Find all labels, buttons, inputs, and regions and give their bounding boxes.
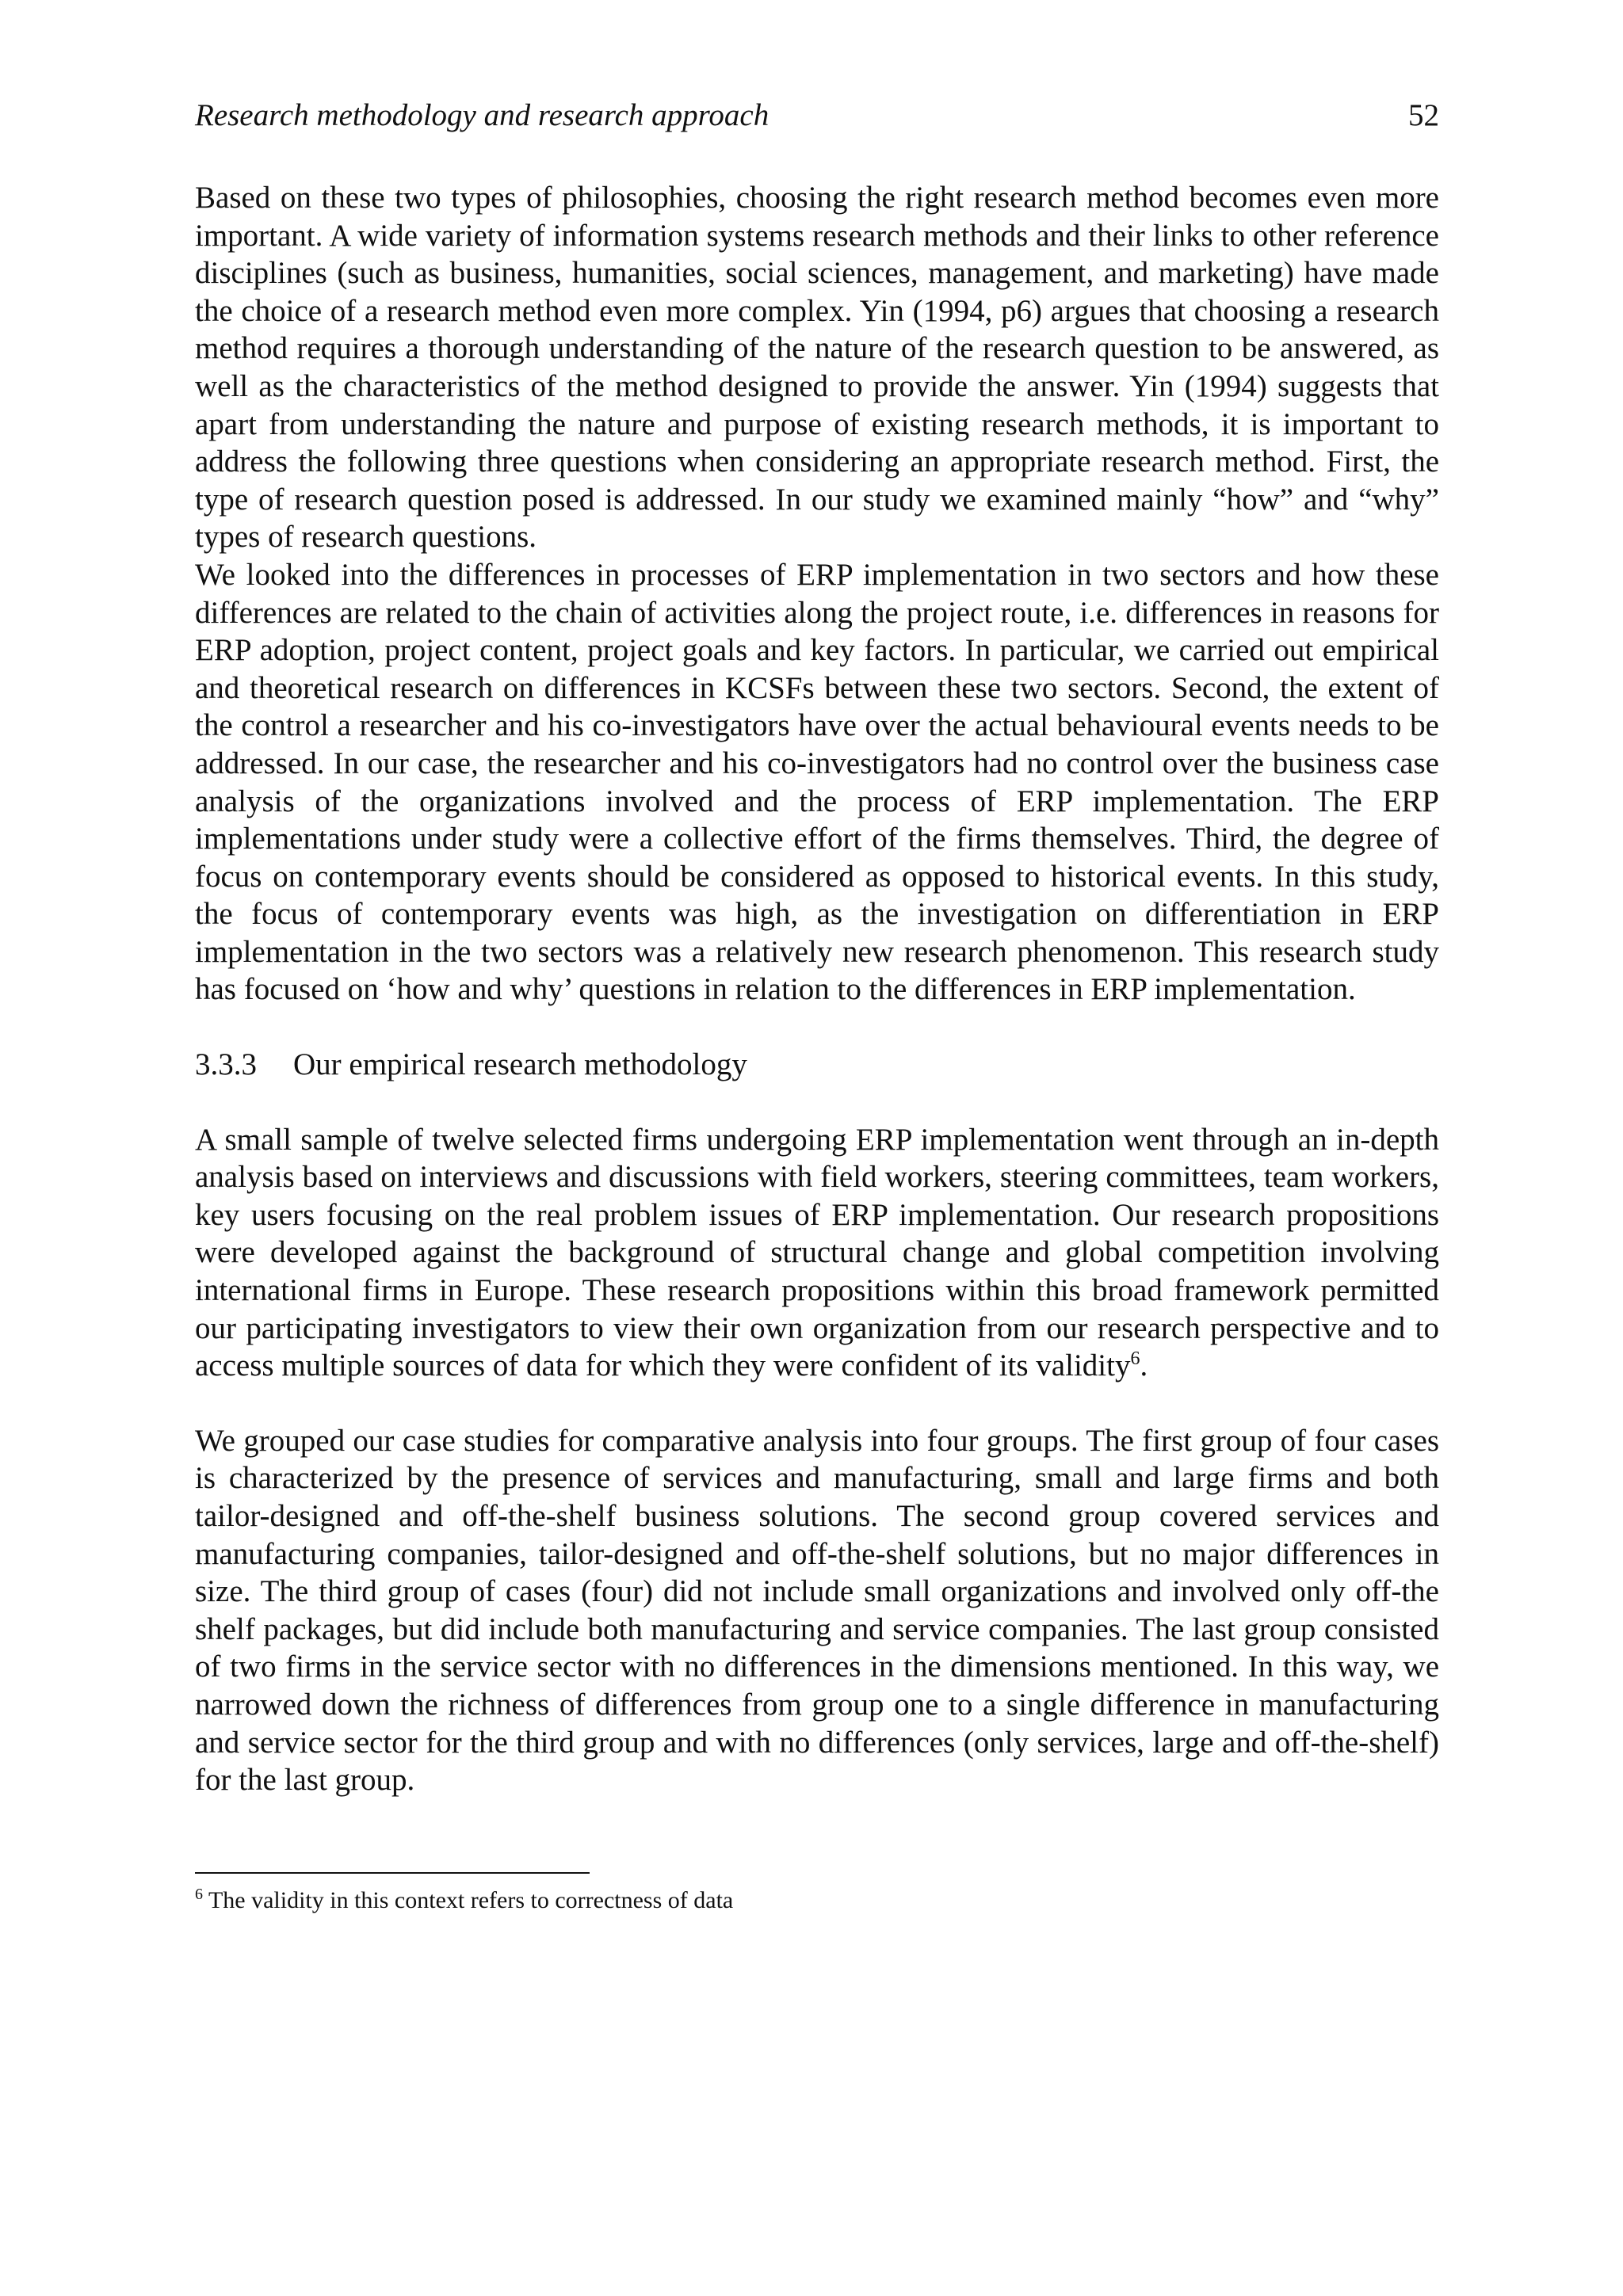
footnote-marker: 6 [195,1885,203,1903]
footnote-reference[interactable]: 6 [1130,1348,1140,1370]
body-paragraph-1a: Based on these two types of philosophies, choosing the right research method becomes even more important. A wide variety of information systems research methods and their links to other reference disciplines (such as business, humanities, social sciences, management, and marketing) have made the choice of a research method even more complex. Yin (1994, p6) argues that choosing a research method requires a thorough understanding of the nature of the research question to be answered, as well as the characteristics of the method designed to provide the answer. Yin (1994) suggests that apart from understanding the nature and purpose of existing research methods, it is important to address the following three questions when considering an appropriate research method. First, the type of research question posed is addressed. In our study we examined mainly “how” and “why” types of research questions. [195,181,1439,555]
body-paragraph-3: We grouped our case studies for comparative analysis into four groups. The first group of four cases is characterized by the presence of services and manufacturing, small and large firms and both tailor-designed and off-the-shelf business solutions. The second group covered services and manufacturing companies, tailor-designed and off-the-shelf solutions, but no major differences in size. The third group of cases (four) did not include small organizations and involved only off-the shelf packages, but did include both manufacturing and service companies. The last group consisted of two firms in the service sector with no differences in the dimensions mentioned. In this way, we narrowed down the richness of differences from group one to a single difference in manufacturing and service sector for the third group and with no differences (only services, large and off-the-shelf) for the last group. [195,1423,1439,1798]
footnote-text: The validity in this context refers to correctness of data [203,1886,734,1913]
document-page [195,93,1439,1917]
section-title: Our empirical research methodology [293,1047,747,1082]
body-paragraph-2-end: . [1140,1348,1148,1383]
footnote [195,1885,1439,1917]
running-header [195,93,1439,138]
page-number: 52 [1408,98,1439,132]
body-paragraph-2-text: A small sample of twelve selected firms undergoing ERP implementation went through an in-depth analysis based on interviews and discussions with field workers, steering committees, team workers, key users focusing on the real problem issues of ERP implementation. Our research propositions were developed against the background of structural change and global competition involving international firms in Europe. These research propositions within this broad framework permitted our participating investigators to view their own organization from our research perspective and to access multiple sources of data for which they were confident of its validity [195,1122,1439,1383]
body-paragraph-1b: We looked into the differences in processes of ERP implementation in two sectors and how these differences are related to the chain of activities along the project route, i.e. differences in reasons for ERP adoption, project content, project goals and key factors. In particular, we carried out empirical and theoretical research on differences in KCSFs between these two sectors. Second, the extent of the control a researcher and his co-investigators have over the actual behavioural events needs to be addressed. In our case, the researcher and his co-investigators had no control over the business case analysis of the organizations involved and the process of ERP implementation. The ERP implementations under study were a collective effort of the firms themselves. Third, the degree of focus on contemporary events should be considered as opposed to historical events. In this study, the focus of contemporary events was high, as the investigation on differentiation in ERP implementation in the two sectors was a relatively new research phenomenon. This research study has focused on ‘how and why’ questions in relation to the differences in ERP implementation. [195,557,1439,1007]
section-number: 3.3.3 [195,1047,257,1082]
body-paragraph-2 [195,1121,1439,1385]
section-heading [195,1046,1439,1084]
footnote-divider [195,1872,590,1874]
running-header-title: Research methodology and research approach [195,98,769,132]
